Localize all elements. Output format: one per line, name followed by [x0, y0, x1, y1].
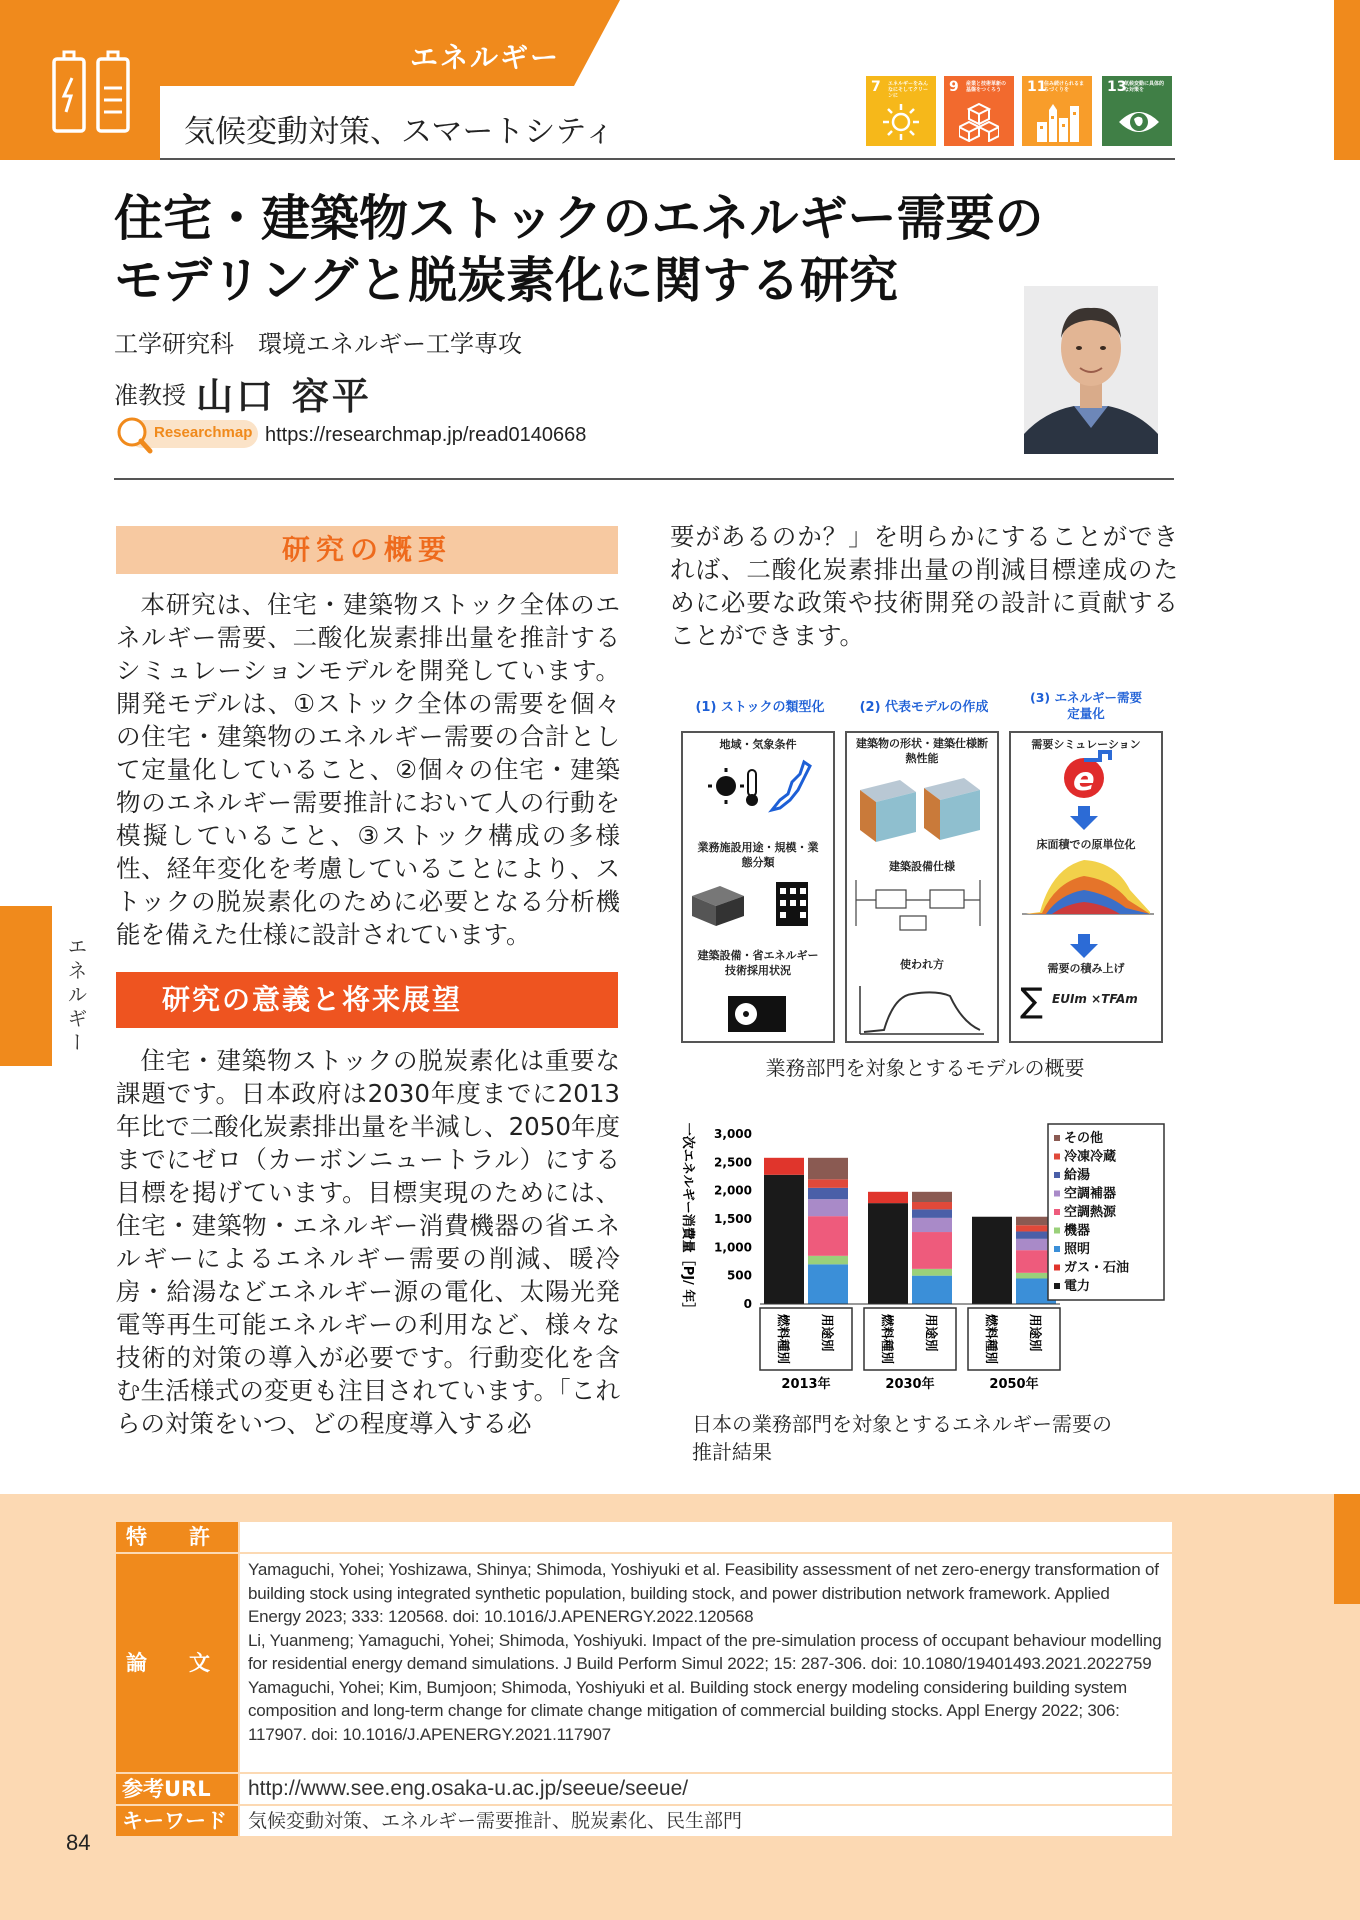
patent-value: [240, 1522, 1172, 1552]
bar-segment: [808, 1179, 848, 1188]
y-tick-label: 1,000: [714, 1240, 752, 1255]
diagram-col2-item3: 使われ方: [900, 958, 944, 971]
bar-segment: [808, 1216, 848, 1256]
legend-swatch: [1054, 1209, 1060, 1215]
bar-segment: [764, 1158, 804, 1175]
category-label: エネルギー: [410, 41, 561, 74]
side-category-label: エネルギー: [64, 936, 88, 1056]
diagram-col2-item1: 建築物の形状・建築仕様断熱性能: [856, 737, 988, 765]
bar-segment: [912, 1232, 952, 1269]
diagram-col2-title: (2) 代表モデルの作成: [859, 700, 989, 715]
author-row: [114, 366, 372, 420]
keyword-label: キーワード: [116, 1806, 238, 1836]
x-category-label: 燃料種別: [984, 1314, 999, 1365]
reference-url[interactable]: http://www.see.eng.osaka-u.ac.jp/seeue/seeue/: [240, 1774, 1172, 1804]
header-divider: [160, 158, 1175, 160]
bar-segment: [912, 1202, 952, 1209]
affiliation: 工学研究科 環境エネルギー工学専攻: [114, 330, 522, 358]
author-position: 准教授: [114, 381, 186, 410]
y-tick-label: 2,000: [714, 1183, 752, 1198]
x-category-label: 用途別: [820, 1314, 835, 1352]
keywords: 気候変動対策、エネルギー需要推計、脱炭素化、民生部門: [240, 1806, 1172, 1836]
diagram-formula: EUIm ×TFAm: [1052, 992, 1138, 1006]
section-heading-significance: 研究の意義と将来展望: [116, 972, 618, 1028]
paper-item: Li, Yuanmeng; Yamaguchi, Yohei; Shimoda, Yoshiyuki. Impact of the pre-simulation process of occupant behaviour modelling for residential energy demand simulations. J Build Perform Simul 2022; 15: 287-306. doi: 10.1080/19401493.2021.2022759: [248, 1630, 1162, 1673]
author-photo: [1024, 286, 1158, 454]
group-label: 2030年: [885, 1377, 935, 1392]
researchmap-label: Researchmap: [154, 424, 253, 441]
author-name: 山口 容平: [196, 375, 372, 418]
group-box: [864, 1308, 956, 1370]
legend-swatch: [1054, 1172, 1060, 1178]
group-box: [760, 1308, 852, 1370]
legend-swatch: [1054, 1283, 1060, 1289]
bar-segment: [808, 1188, 848, 1199]
legend-label: ガス・石油: [1064, 1260, 1130, 1276]
bar-segment: [868, 1203, 908, 1304]
diagram-col1-title: (1) ストックの類型化: [695, 700, 825, 715]
building-icon: [776, 882, 808, 926]
y-tick-label: 0: [743, 1297, 752, 1311]
model-overview-diagram: [680, 690, 1170, 1044]
researchmap-link[interactable]: https://researchmap.jp/read0140668: [265, 424, 587, 446]
bar-segment: [868, 1192, 908, 1203]
diagram-col3-item1: 需要シミュレーション: [1031, 738, 1141, 751]
article-title: 住宅・建築物ストックのエネルギー需要の モデリングと脱炭素化に関する研究: [114, 190, 1044, 309]
legend-swatch: [1054, 1246, 1060, 1252]
overview-text: 本研究は、住宅・建築物ストック全体のエネルギー需要、二酸化炭素排出量を推計するシミュレーションモデルを開発しています。開発モデルは、①ストック全体の需要を個々の住宅・建築物のエネルギー需要の合計として定量化していること、②個々の住宅・建築物のエネルギー需要推計において人の行動を模擬していること、③ストック構成の多様性、経年変化を考慮していることにより、ストックの脱炭素化のために必要となる分析機能を備えた仕様に設計されています。: [116, 590, 620, 949]
paper-list: [240, 1554, 1172, 1772]
y-axis-label: 一次エネルギー消費量［PJ/ 年］: [680, 1122, 695, 1316]
bar-segment: [808, 1199, 848, 1216]
significance-text-right: 要があるのか？」を明らかにすることができれば、二酸化炭素排出量の削減目標達成のために必要な政策や技術開発の設計に貢献することができます。: [670, 522, 1178, 650]
legend-label: 電力: [1064, 1279, 1091, 1294]
bar-segment: [912, 1269, 952, 1276]
researchmap-badge[interactable]: [114, 414, 260, 454]
bar-segment: [912, 1218, 952, 1232]
url-label: 参考URL: [116, 1774, 238, 1804]
legend-swatch: [1054, 1135, 1060, 1141]
bar-segment: [808, 1256, 848, 1265]
battery-icon: [50, 50, 140, 136]
bar-segment: [972, 1217, 1012, 1304]
diagram-col1-item3: 建築設備・省エネルギー技術採用状況: [697, 949, 819, 977]
y-tick-label: 1,500: [714, 1212, 752, 1226]
edge-tab-top: [1334, 0, 1360, 160]
legend-label: 空調補器: [1064, 1186, 1117, 1202]
sdg-11-icon: 11 住み続けられるまちづくりを: [1022, 76, 1092, 146]
diagram-col3-item2: 床面積での原単位化: [1036, 838, 1136, 851]
chart-caption: 日本の業務部門を対象とするエネルギー需要の 推計結果: [692, 1412, 1112, 1464]
legend-swatch: [1054, 1265, 1060, 1271]
section-heading-overview: 研究の概要: [116, 526, 618, 574]
edge-tab-bottom: [1334, 1494, 1360, 1604]
bar-segment: [912, 1276, 952, 1304]
svg-text:e: e: [1073, 760, 1095, 798]
x-category-label: 燃料種別: [776, 1314, 791, 1365]
category-subtitle: 気候変動対策、スマートシティ: [184, 114, 615, 150]
x-category-label: 用途別: [924, 1314, 939, 1352]
hvac-unit-icon: [728, 996, 786, 1032]
bar-segment: [912, 1192, 952, 1202]
legend-swatch: [1054, 1154, 1060, 1160]
legend-label: 照明: [1064, 1242, 1091, 1257]
diagram-col3-title: (3) エネルギー需要定量化: [1030, 690, 1142, 721]
bar-segment: [764, 1175, 804, 1304]
y-tick-label: 2,500: [714, 1155, 752, 1170]
x-category-label: 用途別: [1028, 1314, 1043, 1352]
bar-segment: [808, 1158, 848, 1180]
sdg-9-icon: 9 産業と技術革新の基盤をつくろう: [944, 76, 1014, 146]
significance-text-left: 住宅・建築物ストックの脱炭素化は重要な課題です。日本政府は2030年度までに2013年比で二酸化炭素排出量を半減し、2050年度までにゼロ（カーボンニュートラル）にする目標を掲げています。目標実現のためには、住宅・建築物・エネルギー消費機器の省エネルギーによるエネルギー需要の削減、暖冷房・給湯などエネルギー源の電化、太陽光発電等再生可能エネルギーの利用など、様々な技術的対策の導入が必要です。行動変化を含む生活様式の変更も注目されています。「これらの対策をいつ、どの程度導入する必: [116, 1046, 620, 1438]
paper-item: Yamaguchi, Yohei; Kim, Bumjoon; Shimoda, Yoshiyuki et al. Building stock energy modeling considering building system composition and long-term change for climate change mitigation of commercial building stocks. Appl Energy 2022; 306: 117907. doi: 10.1016/J.APENERGY.2021.117907: [248, 1677, 1127, 1744]
y-tick-label: 3,000: [714, 1127, 752, 1141]
legend-label: 冷凍冷蔵: [1064, 1149, 1117, 1165]
legend-swatch: [1054, 1228, 1060, 1234]
legend-label: 機器: [1064, 1223, 1091, 1239]
page-number: 84: [66, 1830, 91, 1855]
group-label: 2013年: [781, 1377, 831, 1392]
side-category-tab: [0, 906, 52, 1066]
energy-chart: [670, 1120, 1170, 1404]
diagram-col1-item2: 業務施設用途・規模・業態分類: [697, 841, 819, 869]
category-icon-box: [0, 0, 160, 160]
legend-label: その他: [1064, 1131, 1104, 1146]
paper-label: 論 文: [116, 1554, 238, 1772]
paper-item: Yamaguchi, Yohei; Yoshizawa, Shinya; Shimoda, Yoshiyuki et al. Feasibility assessment of net zero-energy transformation of building stock using integrated synthetic population, building stock, and power distribution network framework. Applied Energy 2023; 333: 120568. doi: 10.1016/J.APENERGY.2022.120568: [248, 1560, 1159, 1626]
bar-segment: [808, 1264, 848, 1304]
y-tick-label: 500: [726, 1268, 752, 1283]
group-label: 2050年: [989, 1377, 1039, 1392]
legend-label: 給湯: [1064, 1168, 1091, 1183]
sdg-13-icon: 13 気候変動に具体的な対策を: [1102, 76, 1172, 146]
legend-swatch: [1054, 1191, 1060, 1197]
info-divider: [114, 478, 1174, 480]
patent-label: 特 許: [116, 1522, 238, 1552]
sdg-7-icon: 7 エネルギーをみんなにそしてクリーンに: [866, 76, 936, 146]
x-category-label: 燃料種別: [880, 1314, 895, 1365]
diagram-col3-item3: 需要の積み上げ: [1047, 962, 1125, 975]
diagram-col1-item1: 地域・気象条件: [719, 738, 797, 751]
diagram-caption: 業務部門を対象とするモデルの概要: [765, 1056, 1085, 1080]
sigma-symbol: ∑: [1020, 981, 1043, 1021]
legend-label: 空調熱源: [1064, 1205, 1117, 1220]
diagram-col2-item2: 建築設備仕様: [889, 860, 955, 873]
group-box: [968, 1308, 1060, 1370]
bar-segment: [912, 1209, 952, 1218]
